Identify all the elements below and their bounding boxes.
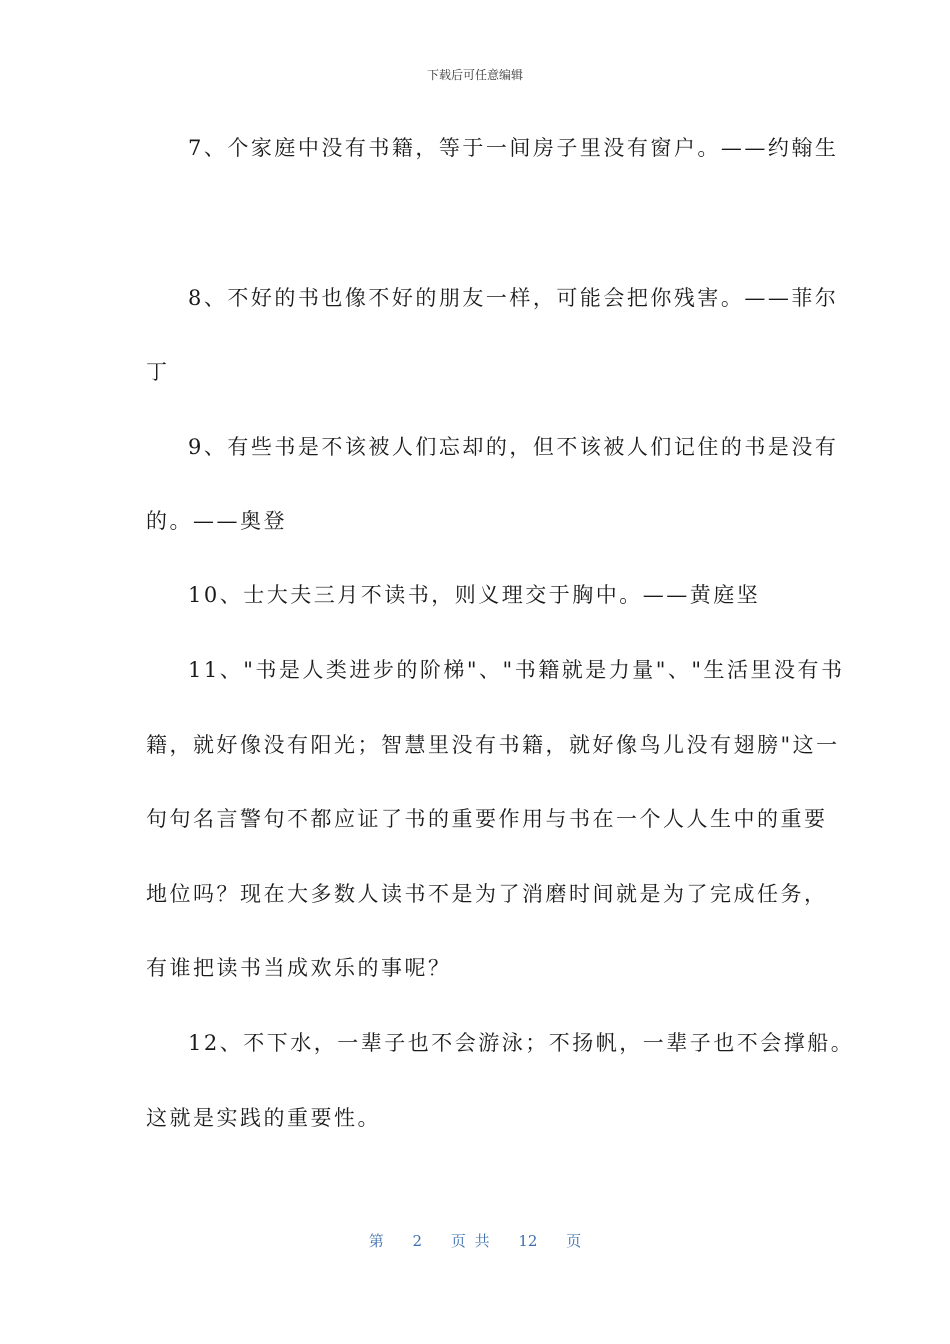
quote-9-line-2: 的。——奥登 <box>146 509 287 533</box>
quote-11-line-3: 句句名言警句不都应证了书的重要作用与书在一个人人生中的重要 <box>146 807 828 831</box>
quote-8-line-1: 8、不好的书也像不好的朋友一样，可能会把你残害。——菲尔 <box>188 286 839 310</box>
quote-11-line-1: 11、"书是人类进步的阶梯"、"书籍就是力量"、"生活里没有书 <box>188 658 845 682</box>
quote-8-line-2: 丁 <box>146 360 170 384</box>
footer-page-number: 2 <box>412 1232 423 1250</box>
quote-10-line-1: 10、士大夫三月不读书，则义理交于胸中。——黄庭坚 <box>188 583 761 607</box>
quote-11-line-4: 地位吗？现在大多数人读书不是为了消磨时间就是为了完成任务， <box>146 882 828 906</box>
page-header: 下载后可任意编辑 <box>426 68 523 82</box>
page-footer <box>0 1230 950 1251</box>
quote-12-line-2: 这就是实践的重要性。 <box>146 1106 381 1130</box>
footer-middle: 页 共 <box>450 1232 490 1250</box>
footer-prefix: 第 <box>368 1232 384 1250</box>
footer-suffix: 页 <box>566 1232 582 1250</box>
quote-11-line-2: 籍，就好像没有阳光；智慧里没有书籍，就好像鸟儿没有翅膀"这一 <box>146 733 840 757</box>
quote-12-line-1: 12、不下水，一辈子也不会游泳；不扬帆，一辈子也不会撑船。 <box>188 1031 855 1055</box>
quote-9-line-1: 9、有些书是不该被人们忘却的，但不该被人们记住的书是没有 <box>188 435 839 459</box>
footer-total-pages: 12 <box>518 1232 538 1250</box>
quote-11-line-5: 有谁把读书当成欢乐的事呢？ <box>146 956 452 980</box>
quote-7-line-1: 7、个家庭中没有书籍，等于一间房子里没有窗户。——约翰生 <box>188 136 839 160</box>
